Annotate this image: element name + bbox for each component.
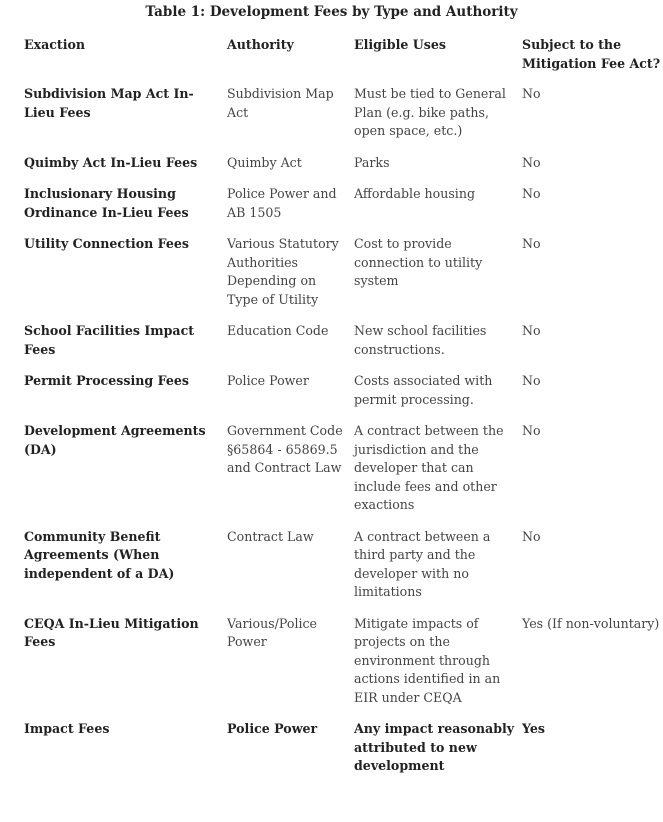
eligible-uses-cell: Any impact reasonably attributed to new development bbox=[354, 721, 515, 773]
subject-cell: Yes (If non-voluntary) bbox=[522, 615, 660, 631]
subject-cell: No bbox=[522, 423, 541, 438]
authority-cell: Government Code §65864 - 65869.5 and Contract Law bbox=[227, 423, 343, 475]
authority-cell: Various/Police Power bbox=[227, 615, 318, 649]
authority-cell: Education Code bbox=[227, 323, 329, 338]
table-row bbox=[24, 85, 663, 154]
eligible-uses-cell: Cost to provide connection to utility system bbox=[354, 236, 483, 288]
table-row bbox=[24, 615, 663, 721]
header-eligible-uses: Eligible Uses bbox=[354, 37, 446, 52]
subject-cell: No bbox=[522, 154, 541, 170]
header-subject-line-1: Subject to the bbox=[522, 37, 622, 52]
exaction-cell: Subdivision Map Act In-Lieu Fees bbox=[24, 86, 194, 120]
subject-cell: No bbox=[522, 528, 541, 544]
authority-cell: Contract Law bbox=[227, 528, 314, 544]
eligible-uses-cell: Mitigate impacts of projects on the environment through actions identified in an EIR under CEQA bbox=[354, 615, 501, 705]
table-row bbox=[24, 235, 663, 322]
exaction-cell: Inclusionary Housing Ordinance In-Lieu Fees bbox=[24, 186, 189, 220]
exaction-cell: Quimby Act In-Lieu Fees bbox=[24, 154, 198, 170]
authority-cell: Police Power and AB 1505 bbox=[227, 186, 337, 220]
subject-cell: No bbox=[522, 373, 541, 388]
eligible-uses-cell: Affordable housing bbox=[354, 186, 476, 201]
header-row bbox=[24, 36, 663, 85]
exaction-cell: Community Benefit Agreements (When independent of a DA) bbox=[24, 528, 175, 581]
header-exaction: Exaction bbox=[24, 37, 86, 52]
eligible-uses-cell: A contract between a third party and the developer with no limitations bbox=[354, 528, 491, 599]
header-subject-line-2: Mitigation Fee Act? bbox=[522, 55, 661, 71]
exaction-cell: Development Agreements (DA) bbox=[24, 423, 206, 457]
table-row bbox=[24, 154, 663, 186]
development-fees-table bbox=[24, 36, 663, 789]
authority-cell: Various Statutory Authorities Depending on Type of Utility bbox=[227, 236, 339, 307]
table-caption: Table 1: Development Fees by Type and Authority bbox=[145, 4, 518, 20]
subject-cell: No bbox=[522, 236, 541, 251]
table-body bbox=[24, 85, 663, 789]
table-row bbox=[24, 720, 663, 789]
header-authority: Authority bbox=[227, 37, 294, 52]
eligible-uses-cell: Parks bbox=[354, 154, 390, 170]
header-subject-to-mfa bbox=[522, 36, 663, 85]
subject-cell: No bbox=[522, 323, 541, 338]
authority-cell: Subdivision Map Act bbox=[227, 86, 334, 120]
table-row bbox=[24, 185, 663, 235]
subject-cell: No bbox=[522, 186, 541, 201]
authority-cell: Quimby Act bbox=[227, 154, 302, 170]
table-row bbox=[24, 322, 663, 372]
authority-cell: Police Power bbox=[227, 373, 309, 388]
exaction-cell: CEQA In-Lieu Mitigation Fees bbox=[24, 615, 199, 649]
table-header bbox=[24, 36, 663, 85]
exaction-cell: School Facilities Impact Fees bbox=[24, 323, 195, 357]
table-row bbox=[24, 422, 663, 528]
eligible-uses-cell: Costs associated with permit processing. bbox=[354, 373, 493, 407]
authority-cell: Police Power bbox=[227, 721, 318, 736]
exaction-cell: Permit Processing Fees bbox=[24, 373, 189, 388]
subject-cell: No bbox=[522, 86, 541, 101]
eligible-uses-cell: A contract between the jurisdiction and the developer that can include fees and other exactions bbox=[354, 423, 504, 512]
eligible-uses-cell: New school facilities constructions. bbox=[354, 323, 487, 357]
exaction-cell: Impact Fees bbox=[24, 721, 110, 736]
table-row bbox=[24, 528, 663, 615]
eligible-uses-cell: Must be tied to General Plan (e.g. bike paths, open space, etc.) bbox=[354, 86, 506, 138]
exaction-cell: Utility Connection Fees bbox=[24, 236, 189, 251]
subject-cell: Yes bbox=[522, 721, 545, 736]
table-row bbox=[24, 372, 663, 422]
